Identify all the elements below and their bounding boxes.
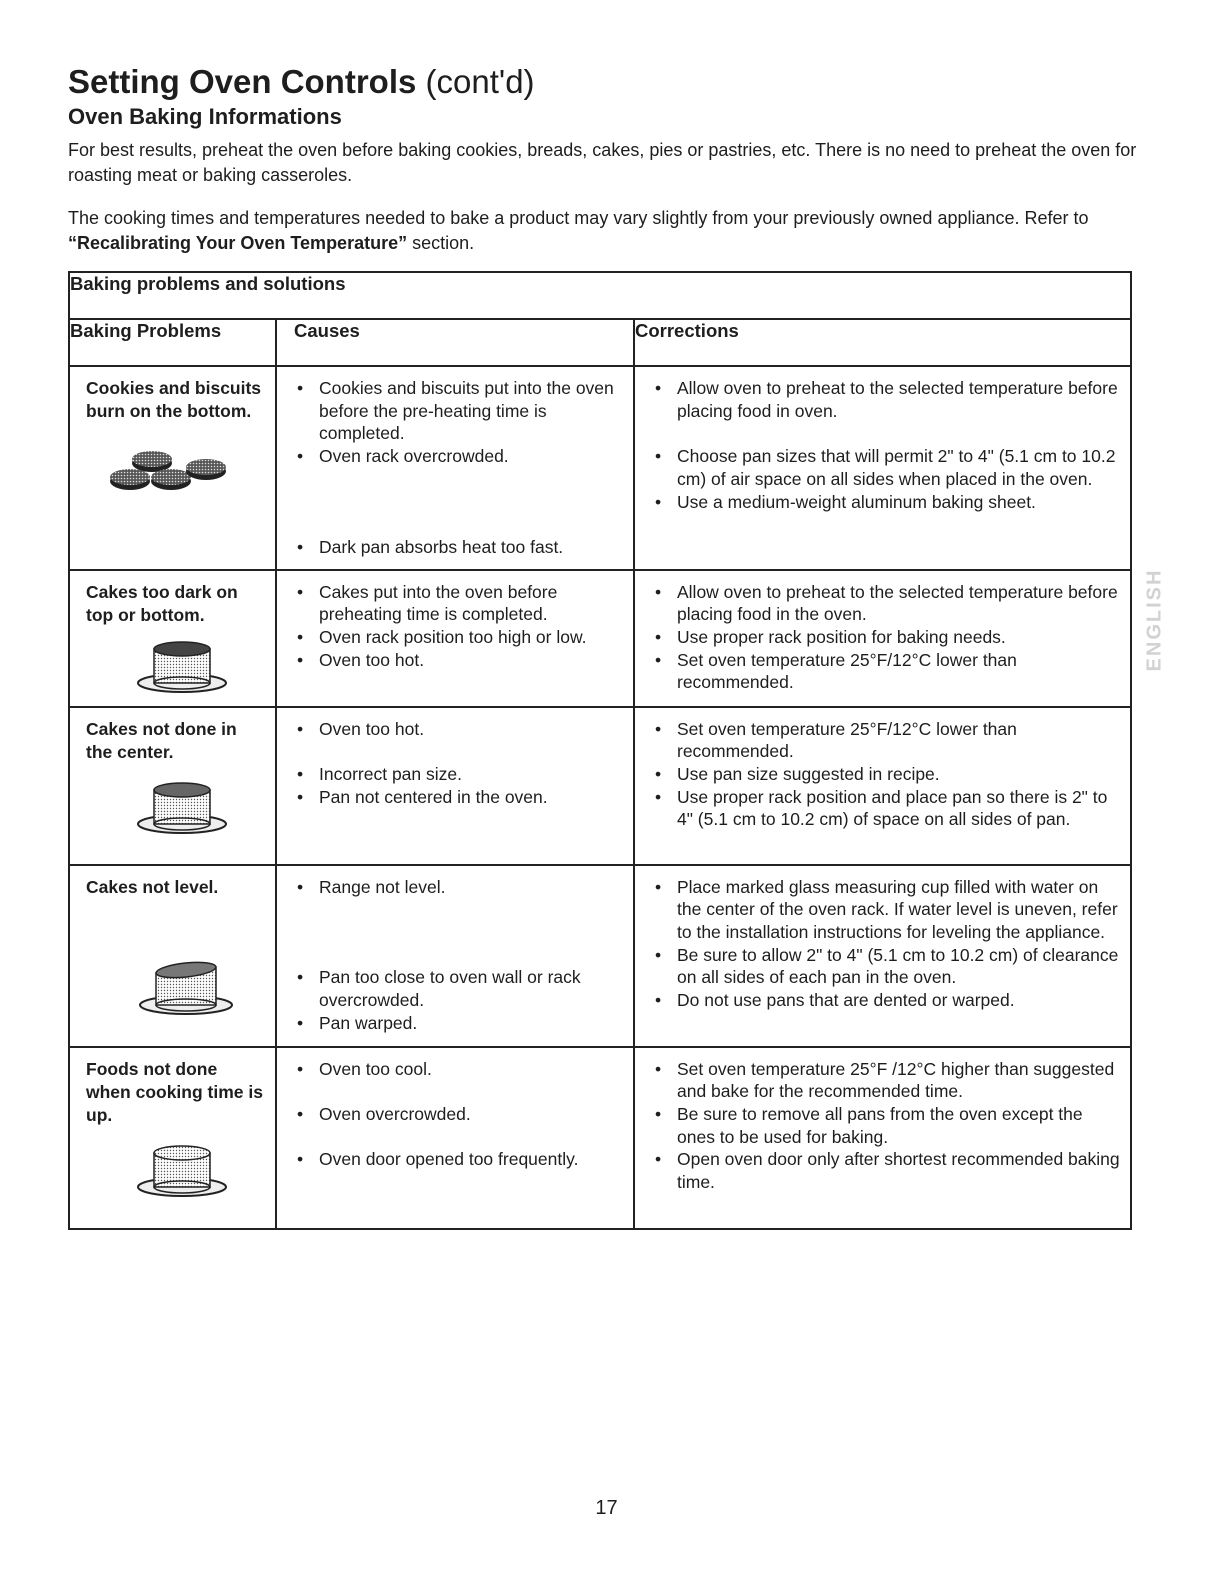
table-row [69, 865, 1131, 1047]
cause-item: • Oven rack overcrowded. [295, 445, 627, 468]
table-row [69, 707, 1131, 865]
cookies-icon [108, 441, 265, 501]
corrections-cell [634, 1047, 1131, 1229]
correction-item: • Set oven temperature 25°F/12°C lower than recommended. [653, 649, 1124, 694]
causes-cell [276, 865, 634, 1047]
correction-item: • Set oven temperature 25°F/12°C lower than recommended. [653, 718, 1124, 763]
correction-item: • Be sure to allow 2" to 4" (5.1 cm to 10.2 cm) of clearance on all sides of each pan in the oven. [653, 944, 1124, 989]
corrections-cell [634, 570, 1131, 707]
problem-cell [69, 865, 276, 1047]
problem-cell [69, 366, 276, 570]
cause-item: • Oven door opened too frequently. [295, 1148, 627, 1171]
header-baking-problems: Baking Problems [69, 319, 276, 366]
correction-item: • Set oven temperature 25°F /12°C higher than suggested and bake for the recommended time. [653, 1058, 1124, 1103]
header-corrections: Corrections [634, 319, 1131, 366]
correction-item: • Use proper rack position for baking needs. [653, 626, 1124, 649]
causes-cell [276, 570, 634, 707]
tilted-cake-icon [136, 959, 265, 1017]
language-side-tab: ENGLISH [1143, 568, 1166, 672]
intro-paragraph-2: The cooking times and temperatures needed to bake a product may vary slightly from your previously owned appliance. Refer to “Recalibrating Your Oven Temperature” section. [68, 208, 1089, 253]
correction-item: • Place marked glass measuring cup filled with water on the center of the oven rack. If water level is uneven, refer to the installation instructions for leveling the appliance. [653, 876, 1124, 944]
correction-item: • Be sure to remove all pans from the oven except the ones to be used for baking. [653, 1103, 1124, 1148]
cake-icon [136, 1143, 265, 1197]
corrections-cell [634, 366, 1131, 570]
cause-item: • Cakes put into the oven before preheating time is completed. [295, 581, 627, 626]
cause-item: • Dark pan absorbs heat too fast. [295, 536, 627, 559]
table-row [69, 366, 1131, 570]
table-row [69, 570, 1131, 707]
correction-item: • Use a medium-weight aluminum baking sheet. [653, 491, 1124, 514]
cake-icon [136, 639, 265, 693]
cause-item: • Oven too hot. [295, 649, 627, 672]
causes-cell [276, 1047, 634, 1229]
table-caption: Baking problems and solutions [69, 272, 1131, 319]
problem-title: Cakes too dark on top or bottom. [86, 581, 238, 625]
corrections-cell [634, 707, 1131, 865]
intro-paragraph-1: For best results, preheat the oven before baking cookies, breads, cakes, pies or pastries, etc. There is no need to preheat the oven for roasting meat or baking casseroles. [68, 140, 1137, 185]
correction-item: • Open oven door only after shortest recommended baking time. [653, 1148, 1124, 1193]
problem-cell [69, 707, 276, 865]
problem-cell [69, 570, 276, 707]
cause-item: • Pan too close to oven wall or rack overcrowded. [295, 966, 627, 1011]
causes-cell [276, 707, 634, 865]
cause-item: • Pan warped. [295, 1012, 627, 1035]
problem-cell [69, 1047, 276, 1229]
section-subtitle: Oven Baking Informations [68, 104, 342, 129]
header-causes: Causes [276, 319, 634, 366]
correction-item: • Use pan size suggested in recipe. [653, 763, 1124, 786]
cause-item: • Range not level. [295, 876, 627, 899]
problem-title: Cakes not done in the center. [86, 718, 237, 762]
correction-item: • Choose pan sizes that will permit 2" to 4" (5.1 cm to 10.2 cm) of air space on all sides when placed in the oven. [653, 445, 1124, 490]
problem-title: Cakes not level. [86, 876, 219, 897]
cause-item: • Oven too cool. [295, 1058, 627, 1081]
cause-item: • Pan not centered in the oven. [295, 786, 627, 809]
cause-item: • Oven too hot. [295, 718, 627, 741]
cause-item: • Cookies and biscuits put into the oven before the pre-heating time is completed. [295, 377, 627, 445]
problem-title: Cookies and biscuits burn on the bottom. [86, 378, 262, 421]
corrections-cell [634, 865, 1131, 1047]
correction-item: • Allow oven to preheat to the selected temperature before placing food in the oven. [653, 581, 1124, 626]
causes-cell [276, 366, 634, 570]
cause-item: • Oven rack position too high or low. [295, 626, 627, 649]
cause-item: • Incorrect pan size. [295, 763, 627, 786]
cause-item: • Oven overcrowded. [295, 1103, 627, 1126]
table-row [69, 1047, 1131, 1229]
correction-item: • Use proper rack position and place pan so there is 2" to 4" (5.1 cm to 10.2 cm) of space on all sides of pan. [653, 786, 1124, 831]
page-number: 17 [595, 1497, 618, 1519]
correction-item: • Do not use pans that are dented or warped. [653, 989, 1124, 1012]
page-title: Setting Oven Controls (cont'd) [68, 63, 535, 100]
baking-problems-table [68, 271, 1132, 1230]
correction-item: • Allow oven to preheat to the selected temperature before placing food in oven. [653, 377, 1124, 422]
cake-icon [136, 780, 265, 834]
problem-title: Foods not done when cooking time is up. [86, 1058, 263, 1125]
